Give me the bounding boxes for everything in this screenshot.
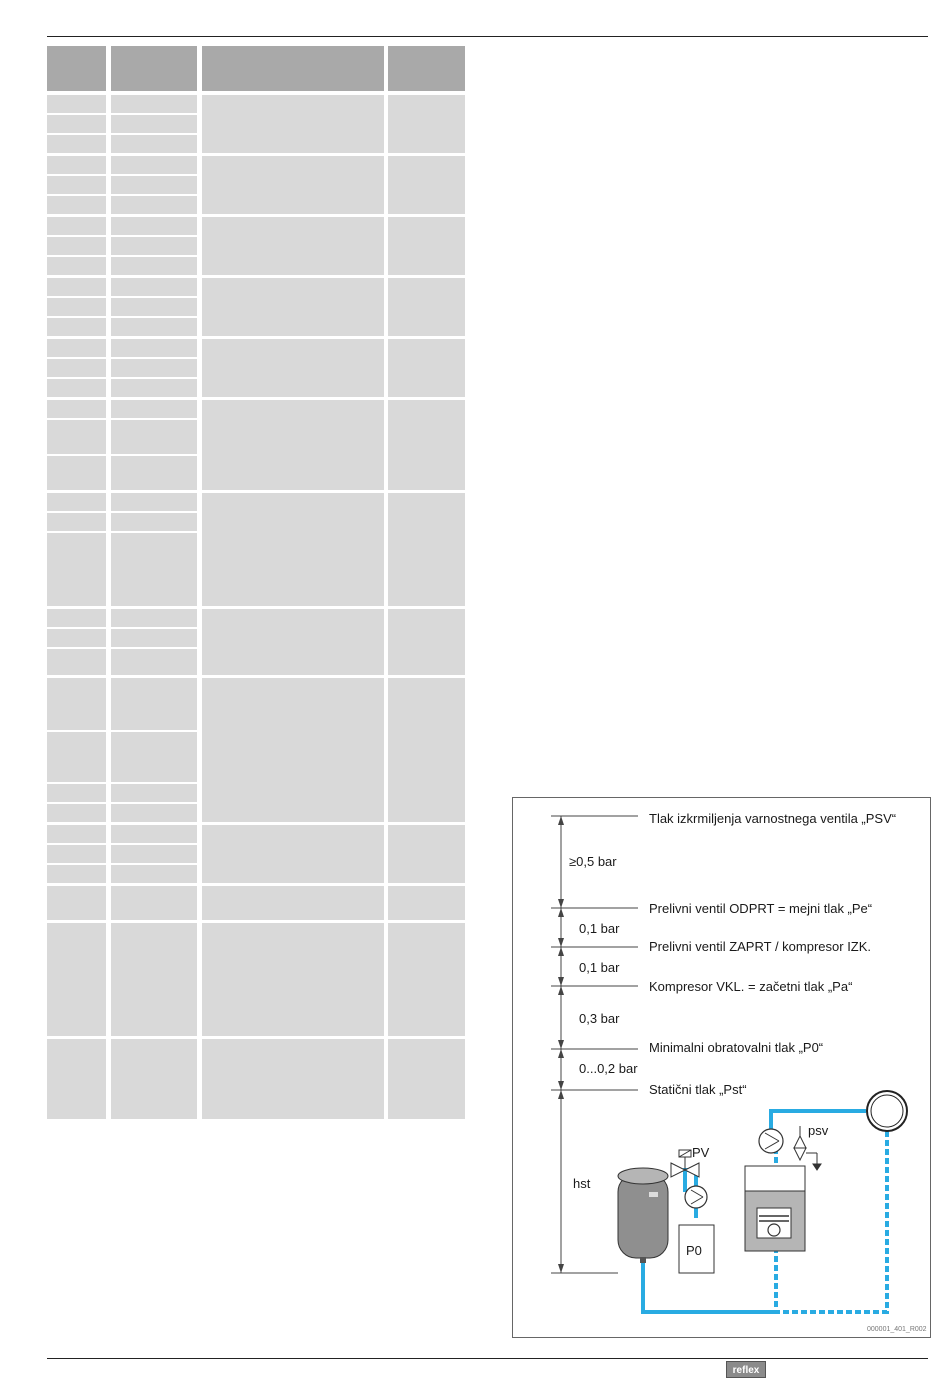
table-cell (47, 886, 106, 920)
pressure-diagram (512, 797, 931, 1338)
table-cell (47, 156, 106, 174)
table-group-cell (202, 278, 384, 336)
table-cell (111, 298, 197, 316)
circulation-pump (759, 1129, 783, 1153)
table-group-cell (388, 156, 465, 214)
table-group-cell (388, 609, 465, 675)
table-group-cell (388, 886, 465, 920)
table-cell (111, 456, 197, 490)
table-cell (47, 804, 106, 822)
table-cell (111, 886, 197, 920)
reflex-logo: reflex (726, 1361, 766, 1378)
table-cell (111, 95, 197, 113)
table-cell (111, 339, 197, 357)
table-cell (111, 400, 197, 418)
table-group-cell (202, 339, 384, 397)
table-cell (47, 678, 106, 730)
table-group-cell (388, 825, 465, 883)
table-cell (47, 135, 106, 153)
table-cell (111, 865, 197, 883)
table-cell (111, 237, 197, 255)
label-psv: psv (808, 1123, 829, 1138)
label-static-pressure: Statični tlak „Pst“ (649, 1082, 747, 1097)
table-group-cell (202, 1039, 384, 1119)
table-cell (111, 135, 197, 153)
table-cell (47, 420, 106, 454)
table-cell (111, 678, 197, 730)
label-compressor-on: Kompresor VKL. = začetni tlak „Pa“ (649, 979, 853, 994)
label-overflow-open: Prelivni ventil ODPRT = mejni tlak „Pe“ (649, 901, 873, 916)
table-cell (111, 825, 197, 843)
table-group-cell (202, 609, 384, 675)
table-group-cell (202, 493, 384, 606)
label-hst: hst (573, 1176, 591, 1191)
boiler (745, 1166, 805, 1251)
table-cell (111, 609, 197, 627)
table-cell (47, 845, 106, 863)
table-cell (111, 176, 197, 194)
table-group-cell (388, 678, 465, 822)
table-cell (47, 339, 106, 357)
table-cell (47, 649, 106, 675)
table-cell (111, 257, 197, 275)
table-cell (47, 732, 106, 782)
table-group-cell (388, 339, 465, 397)
table-header-cell (111, 46, 197, 91)
table-cell (47, 865, 106, 883)
table-cell (111, 115, 197, 133)
table-cell (47, 513, 106, 531)
table-group-cell (388, 923, 465, 1036)
table-cell (111, 845, 197, 863)
table-group-cell (202, 923, 384, 1036)
table-group-cell (202, 825, 384, 883)
table-cell (47, 493, 106, 511)
table-cell (111, 784, 197, 802)
table-cell (111, 923, 197, 1036)
table-cell (111, 217, 197, 235)
interval-p0-pst: 0...0,2 bar (579, 1061, 638, 1076)
top-rule (47, 36, 928, 37)
table-cell (47, 400, 106, 418)
table-cell (111, 493, 197, 511)
table-cell (111, 420, 197, 454)
table-cell (47, 237, 106, 255)
bottom-rule (47, 1358, 928, 1359)
table-cell (111, 278, 197, 296)
table-cell (47, 533, 106, 606)
table-cell (111, 804, 197, 822)
table-group-cell (388, 493, 465, 606)
table-cell (111, 629, 197, 647)
table-cell (111, 1039, 197, 1119)
table-cell (111, 533, 197, 606)
table-group-cell (202, 217, 384, 275)
figure-code: 000001_401_R002 (867, 1326, 927, 1333)
table-group-cell (388, 400, 465, 490)
table-cell (47, 1039, 106, 1119)
compressor-gauge (685, 1186, 707, 1208)
table-group-cell (388, 278, 465, 336)
table-cell (111, 649, 197, 675)
table-cell (47, 176, 106, 194)
table-cell (47, 379, 106, 397)
label-psv-pressure: Tlak izkrmiljenja varnostnega ventila „PSV“ (649, 811, 897, 826)
table-cell (47, 456, 106, 490)
table-group-cell (202, 95, 384, 153)
table-group-cell (202, 886, 384, 920)
table-cell (47, 298, 106, 316)
table-cell (47, 359, 106, 377)
table-cell (47, 196, 106, 214)
label-pv: PV (692, 1145, 710, 1160)
table-cell (47, 923, 106, 1036)
table-cell (47, 217, 106, 235)
label-overflow-closed: Prelivni ventil ZAPRT / kompresor IZK. (649, 939, 872, 954)
table-cell (47, 257, 106, 275)
label-p0: P0 (686, 1243, 702, 1258)
table-cell (47, 825, 106, 843)
table-cell (111, 318, 197, 336)
table-header-cell (202, 46, 384, 91)
table-cell (47, 318, 106, 336)
table-group-cell (388, 217, 465, 275)
table-cell (47, 95, 106, 113)
table-cell (47, 629, 106, 647)
label-min-pressure: Minimalni obratovalni tlak „P0“ (649, 1040, 824, 1055)
table-cell (111, 732, 197, 782)
interval-closed-pa: 0,1 bar (579, 960, 620, 975)
table-group-cell (202, 678, 384, 822)
table-cell (111, 379, 197, 397)
table-group-cell (388, 95, 465, 153)
table-cell (111, 156, 197, 174)
table-cell (47, 278, 106, 296)
consumer-radiator (867, 1091, 907, 1131)
pressure-diagram-svg (513, 798, 930, 1337)
table-cell (47, 609, 106, 627)
interval-psv-pe: ≥0,5 bar (569, 854, 617, 869)
interval-pa-p0: 0,3 bar (579, 1011, 620, 1026)
table-cell (47, 115, 106, 133)
table-header-cell (388, 46, 465, 91)
table-cell (47, 784, 106, 802)
table-group-cell (202, 400, 384, 490)
table-group-cell (388, 1039, 465, 1119)
table-cell (111, 196, 197, 214)
table-header-cell (47, 46, 106, 91)
expansion-tank (618, 1168, 668, 1263)
table-cell (111, 513, 197, 531)
table-group-cell (202, 156, 384, 214)
table-cell (111, 359, 197, 377)
interval-pe-closed: 0,1 bar (579, 921, 620, 936)
